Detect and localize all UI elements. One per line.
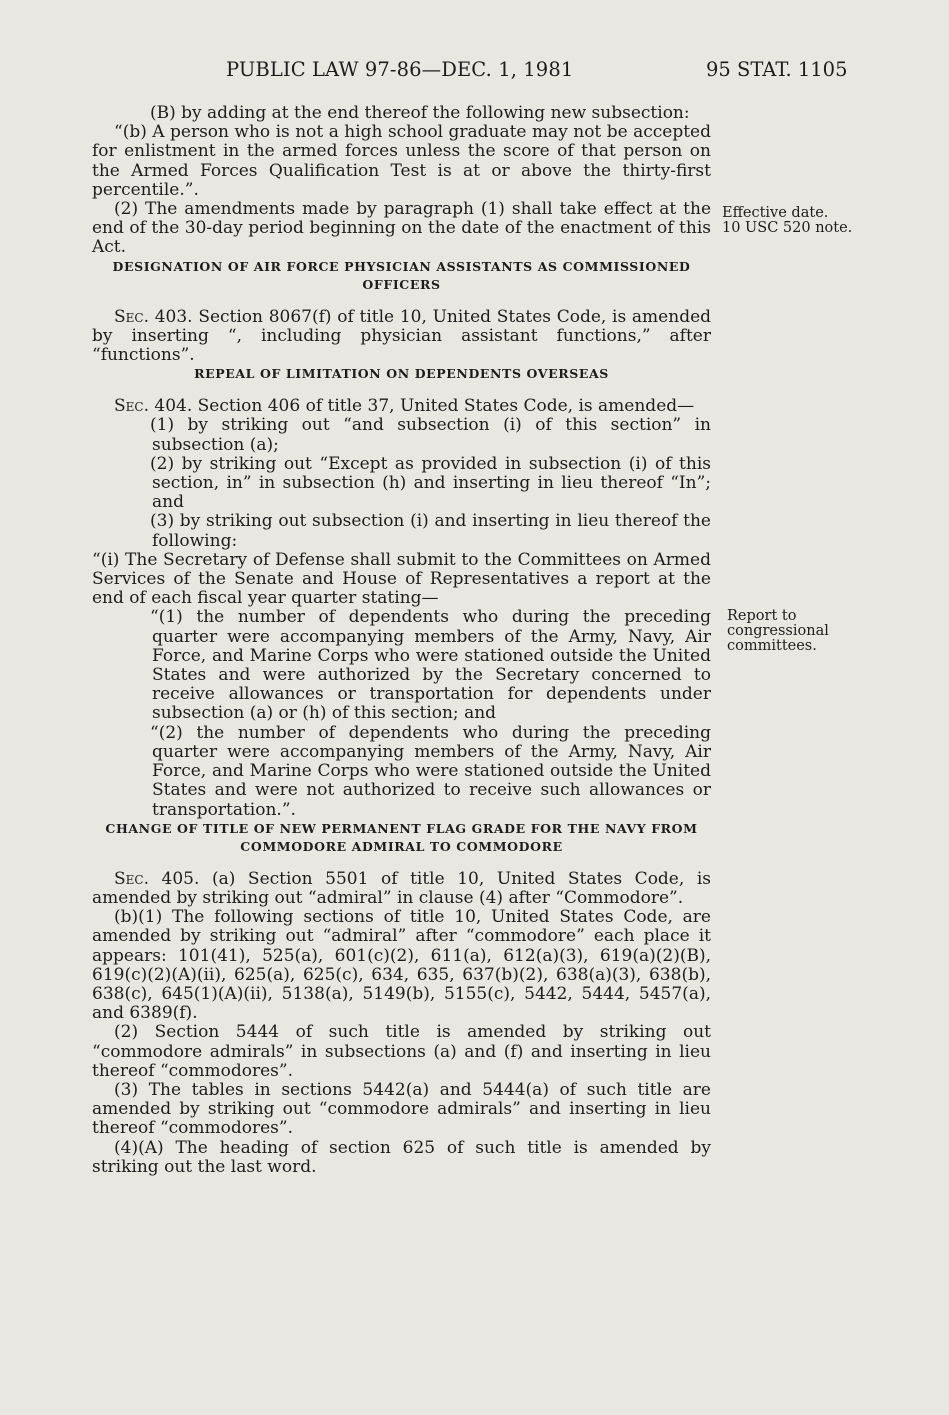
paragraph-b: (B) by adding at the end thereof the following new subsection:: [150, 103, 690, 123]
section-label: Sec. 405.: [114, 868, 200, 889]
section-405-b4: (4)(A) The heading of section 625 of such title is amended by striking out the last word.: [92, 1137, 711, 1177]
section-403-text: [92, 308, 711, 366]
margin-note-line: congressional: [727, 623, 829, 639]
section-405-heading: CHANGE OF TITLE OF NEW PERMANENT FLAG GRADE FOR THE NAVY FROM COMMODORE ADMIRAL TO COMMODORE: [105, 820, 698, 854]
section-404-heading: REPEAL OF LIMITATION ON DEPENDENTS OVERSEAS: [194, 366, 609, 382]
section-text: (a) Section 5501 of title 10, United States Code, is amended by striking out “admiral” in clause (4) after “Commodore”.: [92, 868, 711, 908]
page-body: [92, 104, 711, 1177]
margin-note-line: committees.: [727, 638, 817, 654]
paragraph-2-effective: (2) The amendments made by paragraph (1) shall take effect at the end of the 30-day period beginning on the date of the enactment of this Act.: [92, 199, 711, 258]
section-404-para-1: (1) by striking out “and subsection (i) of this section” in subsection (a);: [150, 415, 711, 455]
margin-note-effective-date: [722, 206, 852, 236]
section-text: Section 406 of title 37, United States Code, is amended—: [197, 396, 695, 417]
section-label: Sec. 403.: [114, 306, 193, 327]
section-405-b2: (2) Section 5444 of such title is amended by striking out “commodore admirals” in subsections (a) and (f) and inserting in lieu thereof “commodores”.: [92, 1022, 711, 1081]
margin-note-line: Effective date.: [722, 205, 829, 221]
page-header: [0, 58, 949, 88]
section-403-heading: DESIGNATION OF AIR FORCE PHYSICIAN ASSISTANTS AS COMMISSIONED OFFICERS: [112, 258, 691, 292]
margin-note-report: [727, 609, 829, 654]
quoted-para-2: “(2) the number of dependents who during the preceding quarter were accompanying members of the Army, Navy, Air Force, and Marine Corps who were stationed outside the United States and were not authorized to receive such allowances or transportation.”.: [150, 722, 711, 820]
margin-note-line: Report to: [727, 608, 797, 624]
margin-note-line: 10 USC 520 note.: [722, 220, 853, 236]
quoted-subsection-b: “(b) A person who is not a high school graduate may not be accepted for enlistment in the armed forces unless the score of that person on the Armed Forces Qualification Test is at or above the thirty-first percentile.”.: [92, 122, 711, 200]
running-title: PUBLIC LAW 97-86—DEC. 1, 1981: [226, 58, 574, 81]
quoted-subsection-i: “(i) The Secretary of Defense shall submit to the Committees on Armed Services of the Senate and House of Representatives a report at the end of each fiscal year quarter stating—: [92, 549, 711, 609]
section-405-a: [92, 870, 711, 908]
section-label: Sec. 404.: [114, 396, 193, 417]
section-405-b1: (b)(1) The following sections of title 10, United States Code, are amended by striking out “admiral” after “commodore” each place it appears: 101(41), 525(a), 601(c)(2), 611(a), 612(a)(3), 619(a)(2)(B), 619(c)(2)(A)(ii), 625(a), 625(c), 634, 635, 637(b)(2), 638(a)(3), 638(b), 638(c), 645(1)(A)(ii), 5138(a), 5149(b), 5155(c), 5442, 5444, 5457(a), and 6389(f).: [92, 907, 711, 1024]
quoted-para-1: “(1) the number of dependents who during the preceding quarter were accompanying members of the Army, Navy, Air Force, and Marine Corps who were stationed outside the United States and were authorized by the Secretary concerned to receive allowances or transportation for dependents under subsection (a) or (h) of this section; and: [150, 607, 711, 724]
statute-page-number: 95 STAT. 1105: [706, 58, 848, 81]
section-404-para-2: (2) by striking out “Except as provided in subsection (i) of this section, in” in subsection (h) and inserting in lieu thereof “In”; and: [150, 453, 711, 513]
section-text: Section 8067(f) of title 10, United States Code, is amended by inserting “, including physician assistant functions,” after “functions”.: [92, 306, 712, 366]
section-404-para-3: (3) by striking out subsection (i) and inserting in lieu thereof the following:: [150, 511, 711, 551]
section-405-b3: (3) The tables in sections 5442(a) and 5444(a) of such title are amended by striking out “commodore admirals” and inserting in lieu thereof “commodores”.: [92, 1079, 711, 1139]
section-404-intro: [92, 397, 711, 416]
